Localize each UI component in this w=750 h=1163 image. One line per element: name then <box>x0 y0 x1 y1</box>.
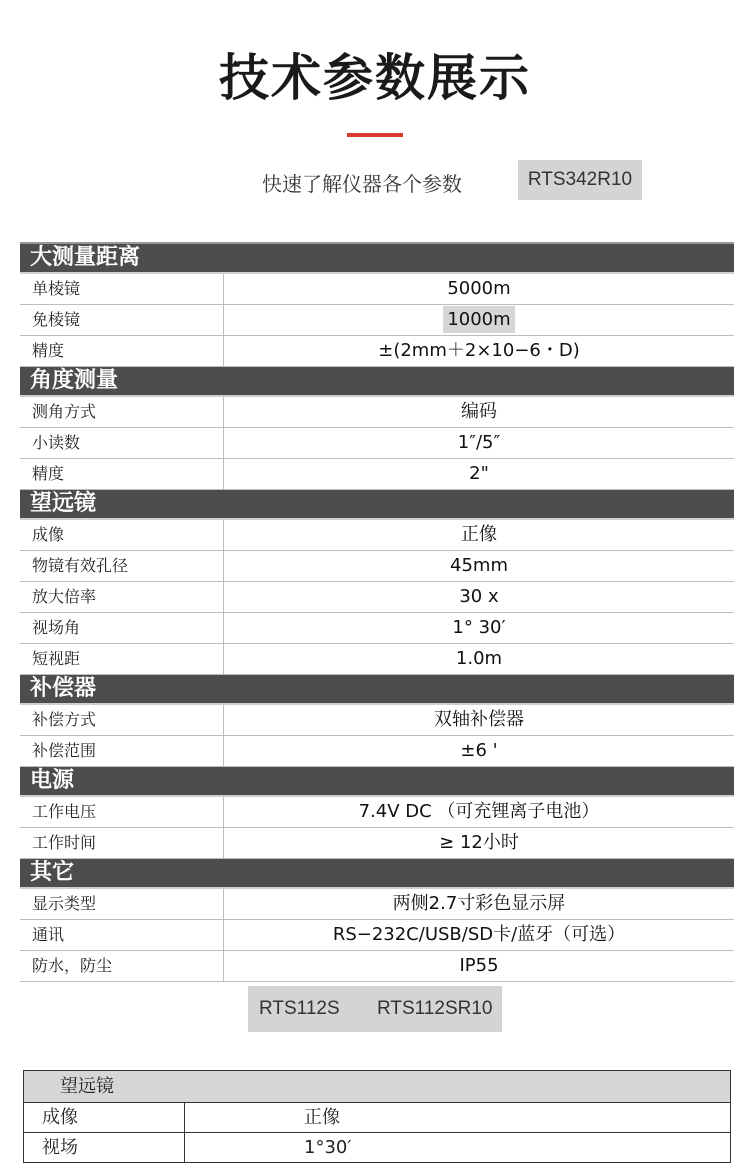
row-label: 成像 <box>42 1107 78 1128</box>
table-row <box>20 305 734 336</box>
row-value-cell <box>224 551 734 581</box>
table-row <box>20 520 734 551</box>
row-value-cell <box>224 613 734 643</box>
row-value: ≥ 12小时 <box>439 832 519 853</box>
table-row <box>20 551 734 582</box>
row-value-cell <box>224 274 734 304</box>
row-label: 精度 <box>32 341 65 360</box>
row-value-cell <box>224 520 734 550</box>
model-badge-rts112s: RTS112S <box>259 998 340 1019</box>
subtitle: 快速了解仪器各个参数 <box>262 172 462 196</box>
table-row <box>20 736 734 767</box>
section-header: 大测量距离 <box>20 244 734 274</box>
table-row <box>20 397 734 428</box>
table-row <box>24 1133 730 1162</box>
section-header: 补偿器 <box>20 675 734 705</box>
row-value-cell <box>224 582 734 612</box>
row-value: 正像 <box>304 1107 340 1128</box>
row-value: 7.4V DC （可充锂离子电池） <box>358 801 600 822</box>
row-value: RS−232C/USB/SD卡/蓝牙（可选） <box>332 924 626 945</box>
row-value-cell <box>224 428 734 458</box>
row-value-cell <box>224 736 734 766</box>
row-label: 工作时间 <box>32 833 97 852</box>
row-value: 2" <box>469 463 489 484</box>
row-label: 成像 <box>32 525 65 544</box>
title-accent-bar <box>347 133 403 137</box>
row-label: 工作电压 <box>32 802 97 821</box>
model-badge-top: RTS342R10 <box>518 160 642 200</box>
table-row <box>20 582 734 613</box>
row-value: ±(2mm＋2×10−6・D) <box>378 340 580 361</box>
row-value: 1° 30′ <box>452 617 506 638</box>
column-divider <box>184 1133 185 1162</box>
row-value-cell <box>224 644 734 674</box>
bottom-table-header: 望远镜 <box>24 1071 730 1103</box>
section-header: 角度测量 <box>20 367 734 397</box>
model-badge-group <box>248 986 502 1032</box>
row-label: 物镜有效孔径 <box>32 556 129 575</box>
row-label: 单棱镜 <box>32 279 81 298</box>
table-row <box>20 644 734 675</box>
row-value-cell <box>224 459 734 489</box>
row-value: 1″/5″ <box>457 432 501 453</box>
row-value: 正像 <box>461 524 497 545</box>
row-label: 免棱镜 <box>32 310 81 329</box>
row-value: 45mm <box>450 555 508 576</box>
row-value: 1°30′ <box>304 1137 352 1158</box>
row-value-cell <box>224 336 734 366</box>
row-label: 小读数 <box>32 433 81 452</box>
table-row <box>20 428 734 459</box>
row-value: 两侧2.7寸彩色显示屏 <box>392 893 566 914</box>
row-label: 精度 <box>32 464 65 483</box>
row-label: 放大倍率 <box>32 587 97 606</box>
section-header: 电源 <box>20 767 734 797</box>
bottom-table <box>23 1070 731 1163</box>
row-value: 5000m <box>447 278 511 299</box>
row-value-cell <box>224 397 734 427</box>
row-label: 短视距 <box>32 649 81 668</box>
row-value-cell <box>224 705 734 735</box>
row-value-cell <box>224 797 734 827</box>
row-value: 编码 <box>461 401 497 422</box>
row-value-cell <box>224 828 734 858</box>
section-header: 其它 <box>20 859 734 889</box>
row-label: 补偿范围 <box>32 741 97 760</box>
row-value: 1.0m <box>455 648 503 669</box>
row-label: 通讯 <box>32 925 65 944</box>
table-row <box>20 889 734 920</box>
row-label: 防水，防尘 <box>32 956 113 975</box>
row-value: ±6 ' <box>460 740 498 761</box>
column-divider <box>184 1103 185 1132</box>
table-row <box>24 1103 730 1133</box>
table-row <box>20 797 734 828</box>
table-row <box>20 336 734 367</box>
row-value: IP55 <box>459 955 499 976</box>
table-row <box>20 920 734 951</box>
row-value-cell <box>224 305 734 335</box>
row-label: 视场角 <box>32 618 81 637</box>
row-value-cell <box>224 920 734 950</box>
row-label: 视场 <box>42 1137 78 1158</box>
row-label: 测角方式 <box>32 402 97 421</box>
table-row <box>20 705 734 736</box>
row-value: 30 x <box>459 586 499 607</box>
row-value-cell <box>224 951 734 981</box>
row-value-cell <box>224 889 734 919</box>
row-label: 显示类型 <box>32 894 97 913</box>
row-value: 双轴补偿器 <box>434 709 524 730</box>
row-label: 补偿方式 <box>32 710 97 729</box>
section-header: 望远镜 <box>20 490 734 520</box>
table-row <box>20 274 734 305</box>
table-row <box>20 951 734 982</box>
table-row <box>20 459 734 490</box>
spec-table <box>20 242 734 982</box>
model-badge-rts112sr10: RTS112SR10 <box>377 998 493 1019</box>
table-row <box>20 828 734 859</box>
row-value: 1000m <box>443 306 514 333</box>
table-row <box>20 613 734 644</box>
page-title: 技术参数展示 <box>219 49 531 107</box>
